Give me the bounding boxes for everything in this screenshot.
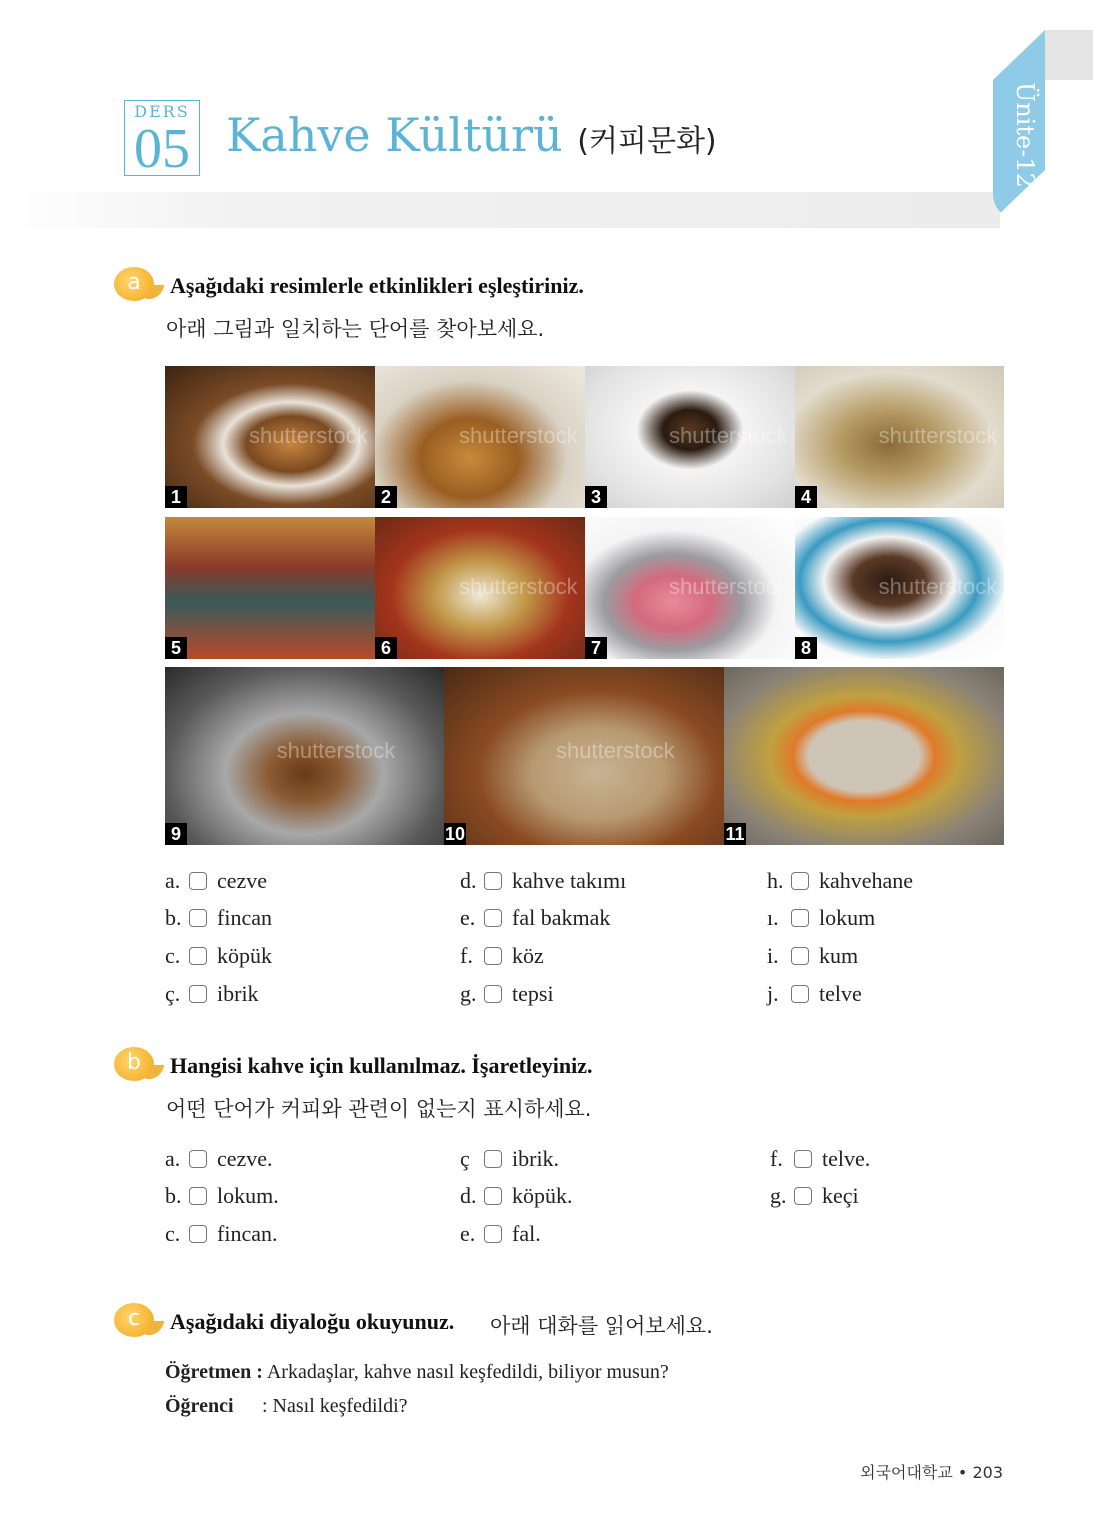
photo-coffee-on-sand [444, 667, 724, 845]
photo-number: 3 [585, 486, 607, 508]
photo-coffee-seller-ibrik [375, 517, 585, 659]
photo-coffee-grounds-cup [585, 366, 795, 508]
option-d-kahve-takimi[interactable] [460, 868, 626, 894]
option-g-tepsi[interactable] [460, 981, 554, 1007]
option-letter: b. [165, 905, 182, 930]
option-text: ibrik [217, 981, 259, 1006]
option-text: lokum [819, 905, 876, 930]
checkbox[interactable] [189, 1187, 207, 1205]
option-b-d-kopuk[interactable] [460, 1183, 573, 1209]
photo-number: 8 [795, 637, 817, 659]
option-letter: ç. [165, 981, 181, 1006]
checkbox[interactable] [189, 947, 207, 965]
photo-watermark: shutterstock [556, 738, 675, 764]
checkbox[interactable] [484, 909, 502, 927]
checkbox[interactable] [791, 947, 809, 965]
header-band [0, 192, 1000, 228]
photo-number: 5 [165, 637, 187, 659]
option-text: köpük. [512, 1183, 573, 1208]
checkbox[interactable] [484, 1150, 502, 1168]
page-footer [860, 1460, 1003, 1483]
option-text: fincan. [217, 1221, 278, 1246]
option-f-koz[interactable] [460, 943, 544, 969]
page-corner-flap [1045, 30, 1093, 80]
photo-cup-with-telve [795, 517, 1004, 659]
option-letter: e. [460, 905, 476, 930]
photo-watermark: shutterstock [459, 422, 578, 448]
option-h-kahvehane[interactable] [767, 868, 913, 894]
option-i-kum[interactable] [767, 943, 858, 969]
option-j-telve[interactable] [767, 981, 862, 1007]
option-letter: e. [460, 1221, 476, 1246]
checkbox[interactable] [484, 985, 502, 1003]
page-number: 203 [972, 1463, 1003, 1482]
photo-turkish-delight [585, 517, 795, 659]
photo-number: 6 [375, 637, 397, 659]
dialogue-speaker: Öğrenci [165, 1395, 234, 1417]
checkbox[interactable] [791, 872, 809, 890]
option-text: tepsi [512, 981, 554, 1006]
option-text: telve. [822, 1146, 871, 1171]
option-letter: f. [460, 943, 473, 968]
option-text: keçi [822, 1183, 859, 1208]
photo-watermark: shutterstock [669, 422, 788, 448]
option-letter: i. [767, 943, 779, 968]
option-text: köz [512, 943, 544, 968]
lesson-title-tr: Kahve Kültürü [226, 108, 563, 162]
checkbox[interactable] [484, 947, 502, 965]
checkbox[interactable] [189, 1150, 207, 1168]
option-c-kopuk[interactable] [165, 943, 272, 969]
section-b-badge: b [114, 1047, 154, 1081]
option-letter: d. [460, 868, 477, 893]
section-c-instruction-ko: 아래 대화를 읽어보세요. [490, 1314, 713, 1338]
photo-number: 2 [375, 486, 397, 508]
lesson-number-box [124, 100, 200, 180]
option-b-g-keci[interactable] [770, 1183, 859, 1209]
option-text: lokum. [217, 1183, 279, 1208]
option-letter: a. [165, 1146, 181, 1171]
checkbox[interactable] [189, 909, 207, 927]
option-letter: f. [770, 1146, 783, 1171]
photo-watermark: shutterstock [459, 573, 578, 599]
option-letter: g. [460, 981, 477, 1006]
option-letter: c. [165, 943, 181, 968]
checkbox[interactable] [484, 1187, 502, 1205]
section-b-instruction: Hangisi kahve için kullanılmaz. İşaretleyiniz. [170, 1053, 593, 1078]
dialogue-speaker: Öğretmen : [165, 1361, 263, 1383]
photo-watermark: shutterstock [878, 422, 998, 448]
footer-school: 외국어대학교 [860, 1463, 953, 1482]
photo-coffee-set [795, 366, 1004, 508]
option-letter: g. [770, 1183, 787, 1208]
checkbox[interactable] [189, 1225, 207, 1243]
photo-cezve-on-embers [165, 667, 444, 845]
option-b-c-fincan[interactable] [165, 1221, 277, 1247]
option-text: telve [819, 981, 862, 1006]
dialogue-line-teacher [165, 1361, 669, 1384]
option-text: fincan [217, 905, 272, 930]
checkbox[interactable] [189, 985, 207, 1003]
option-text: kum [819, 943, 859, 968]
photo-watermark: shutterstock [276, 738, 396, 764]
option-b-a-cezve[interactable] [165, 1146, 273, 1172]
checkbox[interactable] [791, 909, 809, 927]
option-text: ibrik. [512, 1146, 560, 1171]
photo-copper-cezve [375, 366, 585, 508]
unit-tab-label: Ünite-12 [1011, 82, 1039, 188]
photo-tray [724, 667, 1004, 845]
photo-watermark: shutterstock [878, 573, 998, 599]
checkbox[interactable] [794, 1187, 812, 1205]
photo-number: 7 [585, 637, 607, 659]
photo-coffee-cup-beans [165, 366, 375, 508]
section-b-instruction-ko: 어떤 단어가 커피와 관련이 없는지 표시하세요. [166, 1097, 592, 1121]
option-letter: j. [767, 981, 779, 1006]
option-text: kahve takımı [512, 868, 627, 893]
checkbox[interactable] [484, 872, 502, 890]
option-letter: ç [460, 1146, 470, 1171]
option-c-cedilla-ibrik[interactable] [165, 981, 259, 1007]
option-text: kahvehane [819, 868, 914, 893]
photo-number: 4 [795, 486, 817, 508]
option-text: fal bakmak [512, 905, 611, 930]
option-text: köpük [217, 943, 272, 968]
section-c-instruction: Aşağıdaki diyaloğu okuyunuz. [170, 1309, 455, 1334]
lesson-title-ko: (커피문화) [577, 124, 717, 159]
checkbox[interactable] [189, 872, 207, 890]
photo-watermark: shutterstock [669, 573, 788, 599]
dialogue-text: Arkadaşlar, kahve nasıl keşfedildi, biliyor musun? [266, 1361, 669, 1383]
option-b-b-lokum[interactable] [165, 1183, 279, 1209]
option-a-cezve[interactable] [165, 868, 267, 894]
option-dotless-i-lokum[interactable] [767, 905, 875, 931]
ders-number: 05 [124, 122, 200, 176]
photo-coffeehouse [165, 517, 375, 659]
option-b-f-telve[interactable] [770, 1146, 870, 1172]
option-text: fal. [512, 1221, 541, 1246]
option-text: cezve [217, 868, 268, 893]
dialogue-text: : Nasıl keşfedildi? [262, 1395, 408, 1417]
photo-number: 1 [165, 486, 187, 508]
option-b-fincan[interactable] [165, 905, 272, 931]
checkbox[interactable] [794, 1150, 812, 1168]
option-b-c-cedilla-ibrik[interactable] [460, 1146, 559, 1172]
option-letter: a. [165, 868, 181, 893]
option-letter: c. [165, 1221, 181, 1246]
checkbox[interactable] [791, 985, 809, 1003]
option-letter: h. [767, 868, 784, 893]
footer-separator: • [957, 1463, 973, 1482]
section-a-badge: a [114, 267, 154, 301]
section-c-badge: c [114, 1303, 154, 1337]
checkbox[interactable] [484, 1225, 502, 1243]
dialogue-line-student [165, 1395, 408, 1418]
photo-watermark: shutterstock [249, 422, 368, 448]
ders-label: DERS [124, 100, 200, 122]
section-a-instruction: Aşağıdaki resimlerle etkinlikleri eşleştiriniz. [170, 273, 584, 298]
option-letter: b. [165, 1183, 182, 1208]
lesson-title [226, 108, 717, 162]
option-letter: d. [460, 1183, 477, 1208]
option-e-fal-bakmak[interactable] [460, 905, 610, 931]
section-a-instruction-ko: 아래 그림과 일치하는 단어를 찾아보세요. [166, 317, 545, 341]
option-b-e-fal[interactable] [460, 1221, 541, 1247]
photo-number: 11 [725, 824, 745, 844]
option-letter: ı. [767, 905, 779, 930]
photo-number: 9 [165, 823, 187, 845]
photo-number: 10 [444, 824, 466, 844]
unit-tab [993, 30, 1093, 220]
option-text: cezve. [217, 1146, 273, 1171]
